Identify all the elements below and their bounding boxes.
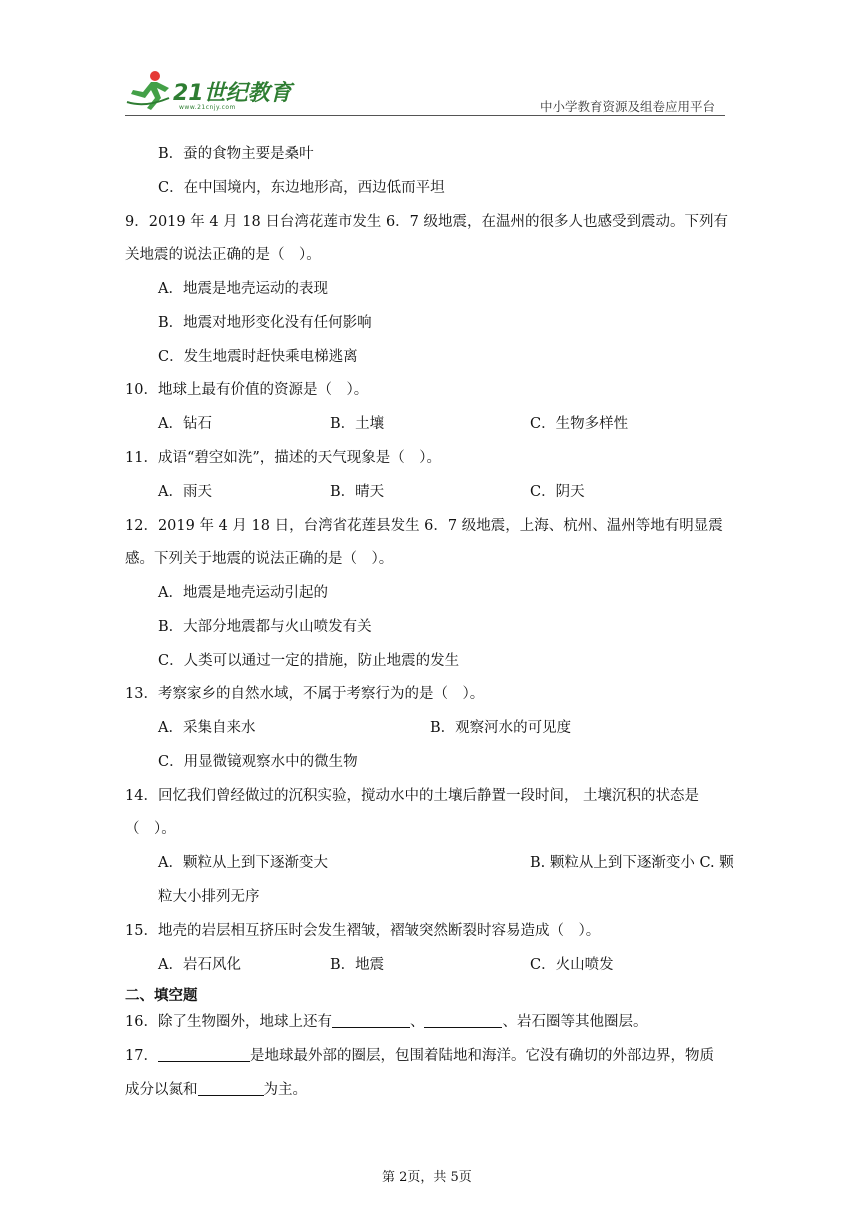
q8-option-c: C．在中国境内，东边地形高，西边低而平坦 — [158, 180, 445, 196]
q13-option-c: C．用显微镜观察水中的微生物 — [158, 754, 358, 770]
q9-stem-2: 关地震的说法正确的是（ ）。 — [125, 247, 321, 263]
platform-name: 中小学教育资源及组卷应用平台 — [540, 99, 716, 114]
q17-blank-2[interactable] — [198, 1081, 264, 1096]
q9-option-b: B．地震对地形变化没有任何影响 — [158, 315, 372, 331]
q17-number: 17． — [125, 1048, 158, 1064]
q10-option-b: B．土壤 — [330, 416, 385, 432]
q14-stem-1: 14．回忆我们曾经做过的沉积实验，搅动水中的土壤后静置一段时间， 土壤沉积的状态是 — [125, 788, 700, 804]
q17-line-1 — [125, 1046, 714, 1066]
q17-text-2a: 成分以氮和 — [125, 1082, 198, 1098]
q15-option-b: B．地震 — [330, 957, 385, 973]
q11-option-a: A．雨天 — [158, 484, 212, 500]
q17-text-2b: 为主。 — [263, 1082, 307, 1098]
header-divider — [125, 115, 725, 116]
q13-option-b: B．观察河水的可见度 — [430, 720, 572, 736]
q11-option-c: C．阴天 — [530, 484, 585, 500]
q12-option-c: C．人类可以通过一定的措施，防止地震的发生 — [158, 653, 460, 669]
q17-blank-1[interactable] — [158, 1047, 250, 1062]
q17-text: 是地球最外部的圈层，包围着陆地和海洋。它没有确切的外部边界，物质 — [249, 1048, 714, 1064]
q9-option-a: A．地震是地壳运动的表现 — [158, 281, 328, 297]
q16-text-end: 、岩石圈等其他圈层。 — [502, 1014, 648, 1030]
logo-url: www.21cnjy.com — [179, 104, 236, 111]
q16-separator: 、 — [409, 1014, 425, 1030]
section-heading: 二、填空题 — [125, 987, 198, 1004]
q14-stem-2: （ ）。 — [125, 821, 176, 837]
q16-text-start: 16．除了生物圈外，地球上还有 — [125, 1014, 332, 1030]
q15-stem: 15．地壳的岩层相互挤压时会发生褶皱，褶皱突然断裂时容易造成（ ）。 — [125, 923, 601, 939]
runner-logo-icon — [125, 68, 173, 112]
q9-option-c: C．发生地震时赶快乘电梯逃离 — [158, 349, 358, 365]
q8-option-b: B．蚕的食物主要是桑叶 — [158, 146, 314, 162]
q14-option-c: 粒大小排列无序 — [158, 889, 260, 905]
q9-stem-1: 9．2019 年 4 月 18 日台湾花莲市发生 6．7 级地震，在温州的很多人也感受到震动。下列有 — [125, 214, 729, 230]
q14-option-a: A．颗粒从上到下逐渐变大 — [158, 855, 328, 871]
logo — [125, 68, 290, 112]
q13-option-a: A．采集自来水 — [158, 720, 256, 736]
q11-stem: 11．成语“碧空如洗”，描述的天气现象是（ ）。 — [125, 450, 442, 466]
q11-option-b: B．晴天 — [330, 484, 385, 500]
q10-option-a: A．钻石 — [158, 416, 212, 432]
q16-line — [125, 1012, 647, 1032]
q15-option-a: A．岩石风化 — [158, 957, 241, 973]
q14-option-b: B. 颗粒从上到下逐渐变小 C. 颗 — [530, 855, 734, 871]
q17-line-2 — [125, 1080, 307, 1100]
q12-option-a: A．地震是地壳运动引起的 — [158, 585, 328, 601]
q16-blank-2[interactable] — [424, 1013, 502, 1028]
q12-option-b: B．大部分地震都与火山喷发有关 — [158, 619, 372, 635]
page-number: 第 2页，共 5页 — [382, 1170, 472, 1185]
q15-option-c: C．火山喷发 — [530, 957, 614, 973]
q13-stem: 13．考察家乡的自然水域，不属于考察行为的是（ ）。 — [125, 686, 485, 702]
logo-text: 21世纪教育 — [173, 81, 292, 106]
q12-stem-1: 12．2019 年 4 月 18 日，台湾省花莲县发生 6．7 级地震，上海、杭州、温州等地有明显震 — [125, 518, 723, 534]
q12-stem-2: 感。下列关于地震的说法正确的是（ ）。 — [125, 551, 394, 567]
q10-option-c: C．生物多样性 — [530, 416, 629, 432]
q16-blank-1[interactable] — [332, 1013, 410, 1028]
q10-stem: 10．地球上最有价值的资源是（ ）。 — [125, 382, 369, 398]
